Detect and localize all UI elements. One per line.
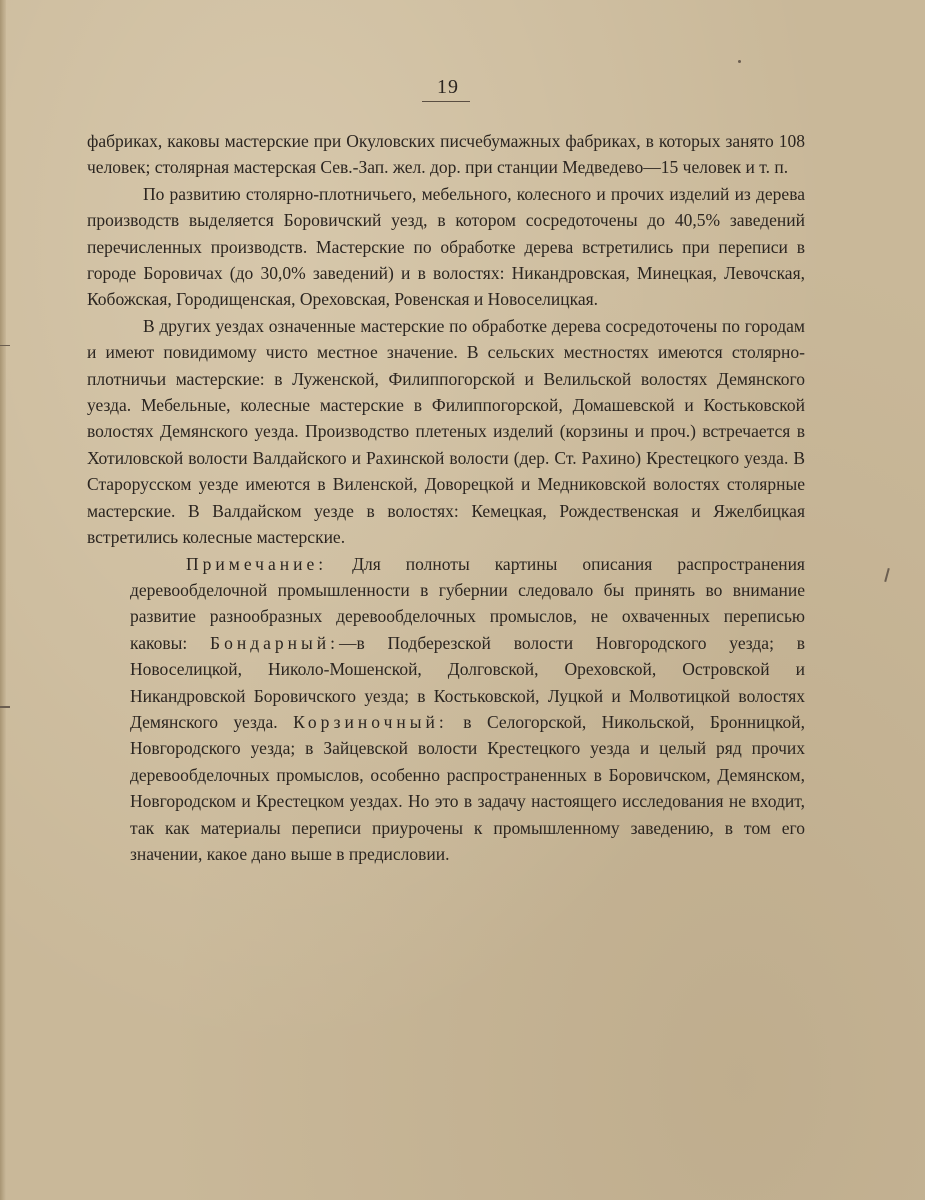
page-number-underline [422, 101, 470, 102]
margin-tick [0, 706, 10, 708]
page-edge-shadow [0, 0, 6, 1200]
margin-tick [884, 568, 890, 582]
footnote-remark [130, 551, 805, 868]
page-number: 19 [437, 76, 459, 98]
note-text-part-3: в Селогорской, Никольской, Бронницкой, Новгородского уезда; в Зайцевской волости Крестецкого уезда и целый ряд прочих деревообделочных промыслов, особенно распространенных в Боровичском, Демянском, Новгородском и Крестецком уездах. Но это в задачу настоящего исследования не входит, так как материалы переписи приурочены к промышленному заведению, в том его значении, какое дано выше в предисловии. [130, 711, 805, 864]
paragraph-other-districts: В других уездах означенные мастерские по обработке дерева сосредоточены по городам и имеют повидимому чисто местное значение. В сельских местностях имеются столярно-плотничьи мастерские: в Луженской, Филиппогорской и Велильской волостях Демянского уезда. Мебельные, колесные мастерские в Филиппогорской, Домашевской и Костьковской волостях Демянского уезда. Производство плетеных изделий (корзины и проч.) встречается в Хотиловской волости Валдайского и Рахинской волости (дер. Ст. Рахино) Крестецкого уезда. В Старорусском уезде имеются в Виленской, Доворецкой и Медниковской волостях столярные мастерские. В Валдайском уезде в волостях: Кемецкая, Рождественская и Яжелбицкая встретились колесные мастерские. [87, 315, 805, 548]
note-term-bondarny: Бондарный: [210, 632, 339, 653]
note-label: Примечание: [186, 553, 328, 574]
ink-speck [738, 60, 741, 63]
paragraph-borovichi-district: По развитию столярно-плотничьего, мебельного, колесного и прочих изделий из дерева производств выделяется Боровичский уезд, в котором сосредоточены до 40,5% заведений перечисленных производств. Мастерские по обработке дерева встретились при переписи в городе Боровичах (до 30,0% заведений) и в волостях: Никандровская, Минецкая, Левочская, Кобожская, Городищенская, Ореховская, Ровенская и Новоселицкая. [87, 183, 805, 310]
paragraph-continuation: фабриках, каковы мастерские при Окуловских писчебумажных фабриках, в которых занято 108 человек; столярная мастерская Сев.-Зап. жел. дор. при станции Медведево—15 человек и т. п. [87, 131, 805, 178]
page-body [87, 128, 805, 867]
note-text-part-2: —в Подберезской волости Новгородского уезда; в Новоселицкой, Николо-Мошенской, Долговской, Ореховской, Островской и Никандровской Боровичского уезда; в Костьковской, Луцкой и Молвотицкой волостях Демянского уезда. [130, 632, 805, 732]
note-term-korzinochny: Корзиночный: [293, 711, 448, 732]
margin-tick [0, 345, 10, 346]
note-text-part-1: Для полноты картины описания распространения деревообделочной промышленности в губернии следовало бы принять во внимание развитие разнообразных деревообделочных промыслов, не охваченных переписью каковы: [130, 553, 805, 653]
